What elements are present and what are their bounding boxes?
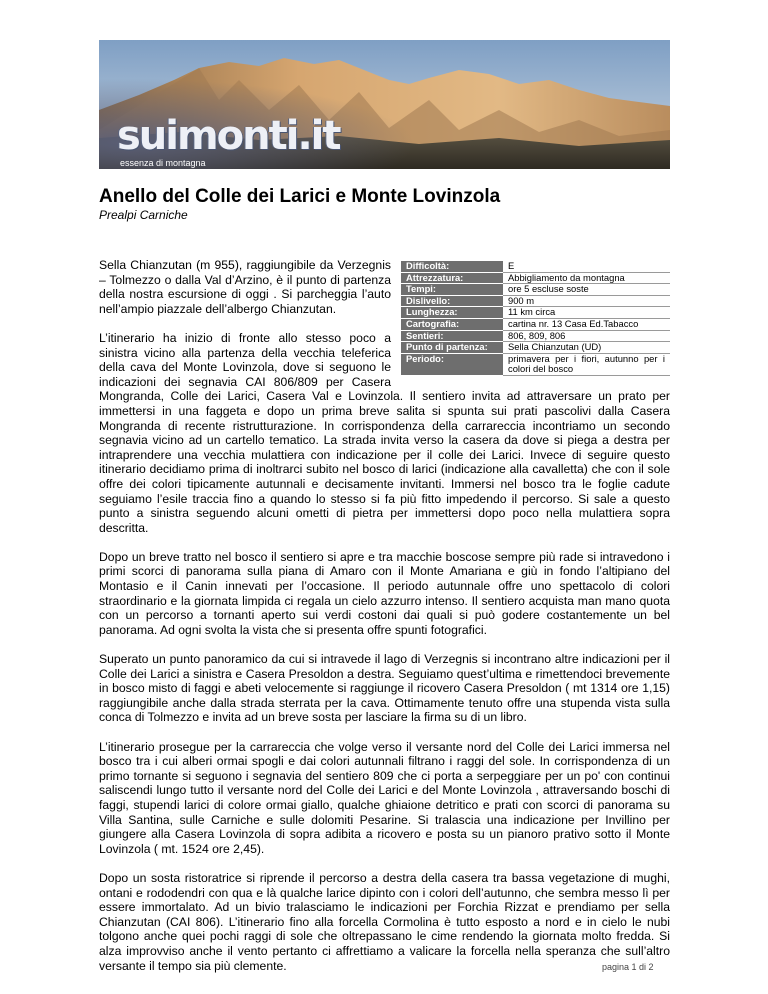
info-value: 806, 809, 806 [503, 330, 670, 342]
info-value: Abbigliamento da montagna [503, 272, 670, 284]
info-value: 11 km circa [503, 307, 670, 319]
info-label: Lunghezza: [401, 307, 503, 319]
info-value: E [503, 261, 670, 273]
page-number: pagina 1 di 2 [602, 962, 654, 972]
paragraph: Sella Chianzutan (m 955), raggiungibile da Verzegnis – Tolmezzo o dalla Val d’Arzino, è il punto di partenza della nostra escursione di oggi . Si parcheggia l’auto nell’ampio piazzale dell’albergo Chianzutan. [99, 258, 391, 316]
info-value: Sella Chianzutan (UD) [503, 342, 670, 354]
info-label: Cartografia: [401, 318, 503, 330]
info-label: Tempi: [401, 284, 503, 296]
page-title: Anello del Colle dei Larici e Monte Lovinzola [99, 186, 501, 207]
info-row [401, 295, 670, 307]
info-label: Difficoltà: [401, 261, 503, 273]
info-value: cartina nr. 13 Casa Ed.Tabacco [503, 318, 670, 330]
info-value: ore 5 escluse soste [503, 284, 670, 296]
page-subtitle: Prealpi Carniche [99, 208, 188, 222]
info-row [401, 342, 670, 354]
site-logo: suimonti.it [117, 113, 340, 159]
info-row [401, 261, 670, 273]
info-label: Punto di partenza: [401, 342, 503, 354]
info-row [401, 353, 670, 375]
info-label: Periodo: [401, 353, 503, 375]
info-value: primavera per i fiori, autunno per i colori del bosco [503, 353, 670, 375]
paragraph: Dopo un sosta ristoratrice si riprende il percorso a destra della casera tra bassa vegetazione di mughi, ontani e rododendri con qua e là qualche larice dipinto con i colori dell’autunno, che sembra messo lì per essere immortalato. Ad un bivio tralasciamo le indicazioni per Forchia Rizzat e prendiamo per sella Chianzutan (CAI 806). L’itinerario fino alla forcella Cormolina è tutto esposto a nord e in cielo le nubi tolgono anche quei pochi raggi di sole che oltrepassano le cime rendendo la giornata molto fredda. Si alza improvviso anche il vento pertanto ci affrettiamo a valicare la forcella nella speranza che sull’altro versante il tempo sia più clemente. [99, 870, 670, 973]
info-label: Dislivello: [401, 295, 503, 307]
info-row [401, 330, 670, 342]
paragraph: Dopo un breve tratto nel bosco il sentiero si apre e tra macchie boscose sempre più rade si intravedono i primi scorci di panorama sulla piana di Amaro con il Monte Amariana e giù in fondo l’altipiano del Montasio e il Canin innevati per l’occasione. Il periodo autunnale offre uno spettacolo di colori straordinario e la giornata limpida ci regala un cielo azzurro intenso. Il sentiero acquista man mano quota con un percorso a tornanti aperto sui verdi costoni dai quali si può godere costantemente un bel panorama. Ad ogni svolta la vista che si presenta offre spunti fotografici. [99, 549, 670, 637]
paragraph: L’itinerario prosegue per la carrareccia che volge verso il versante nord del Colle dei Larici immersa nel bosco tra i cui alberi ormai spogli e dai colori autunnali filtrano i raggi del sole. In corrispondenza di un primo tornante si seguono i segnavia del sentiero 809 che ci porta a serpeggiare per un po' con continui saliscendi lungo tutto il versante nord del Colle dei Larici e del Monte Lovinzola , attraversando boschi di faggi, stupendi larici di colore ormai giallo, qualche ghiaione detritico e prati con scorci di panorama su Villa Santina, sulle Carniche e sulle dolomiti Pesarine. Si tralascia una indicazione per Invillino per giungere alla Casera Lovinzola di sopra adibita a ricovero e posta su un pianoro prativo sotto il Monte Lovinzola ( mt. 1524 ore 2,45). [99, 739, 670, 856]
article-body [99, 258, 670, 988]
site-tagline: essenza di montagna [120, 158, 206, 168]
header-banner [99, 40, 670, 169]
info-row [401, 318, 670, 330]
info-row [401, 272, 670, 284]
info-value: 900 m [503, 295, 670, 307]
route-info-table [401, 260, 670, 376]
paragraph: Superato un punto panoramico da cui si intravede il lago di Verzegnis si incontrano altre indicazioni per il Colle dei Larici a sinistra e Casera Presoldon a destra. Seguiamo quest’ultima e rimettendoci brevemente in bosco misto di faggi e abeti velocemente si raggiunge il ricovero Casera Presoldon ( mt 1314 ore 1,15) raggiungibile anche dalla strada sterrata per la cava. Ottimamente tenuto offre una stupenda vista sulla conca di Tolmezzo e invita ad un breve sosta per lasciare la firma su di un libro. [99, 652, 670, 725]
info-row [401, 307, 670, 319]
info-label: Attrezzatura: [401, 272, 503, 284]
info-row [401, 284, 670, 296]
paragraph: L’itinerario ha inizio di fronte allo stesso poco a sinistra vicino alla partenza della vecchia teleferica della cava del Monte Lovinzola, dove si seguono le indicazioni dei segnavia CAI 806/809 per Casera Mongranda, Colle dei Larici, Casera Val e Lovinzola. Il sentiero invita ad attraversare un prato per immettersi in una faggeta e dopo un prima breve salita si spunta sui prati pascolivi dalla Casera Mongranda di recente ristrutturazione. In corrispondenza della carrareccia incontriamo un secondo segnavia vicino ad un cartello tematico. La strada invita verso la casera da dove si piega a destra per intraprendere una vecchia mulattiera con indicazione per il colle dei Larici. Invece di seguire questo itinerario decidiamo prima di inoltrarci subito nel bosco di larici (indicazione alla cavalletta) che con il sole offre dei colori tipicamente autunnali e decisamente invitanti. Immersi nel bosco tra le foglie cadute seguiamo l’esile traccia fino a quando lo stesso si fa più fitto impedendo il percorso. Si sale a questo punto a sinistra seguendo alcuni ometti di pietra per immettersi dopo poco nella mulattiera sopra descritta. [99, 330, 670, 535]
info-label: Sentieri: [401, 330, 503, 342]
